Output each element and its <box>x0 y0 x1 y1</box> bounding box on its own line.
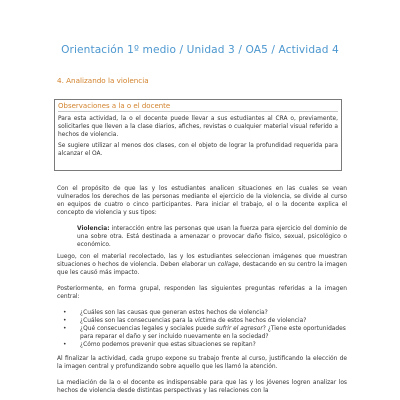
question-text-after: ? ¿Tiene este oportunidades para reparar el daño y ser incluido nuevamente en la sociedad? <box>80 325 346 340</box>
body-paragraph-3-text: Posteriormente, en forma grupal, responden las siguientes preguntas referidas a la imagen central: <box>57 286 347 300</box>
definition-block <box>77 226 347 250</box>
teacher-notes-title: Observaciones a la o el docente <box>58 102 338 112</box>
question-item <box>60 342 350 350</box>
body-paragraph-4 <box>57 356 347 372</box>
body-paragraph-1 <box>57 186 347 218</box>
question-text: ¿Qué consecuencias legales y sociales puede <box>80 325 216 332</box>
definition-term: Violencia: <box>77 226 110 232</box>
bullet-icon: • <box>63 317 67 324</box>
question-item <box>60 326 350 342</box>
page-header-title: Orientación 1º medio / Unidad 3 / OA5 / Actividad 4 <box>61 44 339 56</box>
body-paragraph-4-text: Al finalizar la actividad, cada grupo expone su trabajo frente al curso, justificando la elección de la imagen central y profundizando sobre aquello que les llamó la atención. <box>57 356 347 370</box>
body-paragraph-5-text: La mediación de la o el docente es indispensable para que las y los jóvenes logren analizar los hechos de violencia desde distintas perspectivas y las relaciones con la <box>57 380 347 394</box>
bullet-icon: • <box>63 325 67 332</box>
definition-paragraph <box>77 226 347 250</box>
question-text: ¿Cuáles son las causas que generan estos hechos de violencia? <box>80 310 268 316</box>
body-paragraph-1-text: Con el propósito de que las y los estudiantes analicen situaciones en las cuales se vean vulnerados los derechos de las personas mediante el ejercicio de la violencia, se divide al curso en equipos de cuatro o cinco participantes. Para iniciar el trabajo, el o la docente explica el concepto de violencia y sus tipos: <box>57 186 347 216</box>
body-paragraph-3 <box>57 286 347 302</box>
question-text: ¿Cómo podemos prevenir que estas situaciones se repitan? <box>80 341 256 348</box>
body-paragraph-2-part-b: , destacando en su centro la imagen que les causó más impacto. <box>57 261 347 276</box>
teacher-notes-paragraph-2: Se sugiere utilizar al menos dos clases, con el objeto de lograr la profundidad requerida para alcanzar el OA. <box>58 143 338 158</box>
body-paragraph-2-part-a: Luego, con el material recolectado, las y los estudiantes seleccionan imágenes que muestran situaciones o hechos de violencia. Deben elaborar un <box>57 254 347 268</box>
teacher-notes-paragraph-1: Para esta actividad, la o el docente puede llevar a sus estudiantes al CRA o, previamente, solicitarles que lleven a la clase diarios, afiches, revistas o cualquier material visual referido a hechos de violencia. <box>58 116 338 138</box>
section-heading: 4. Analizando la violencia <box>57 76 149 85</box>
question-item <box>60 310 350 318</box>
bullet-icon: • <box>63 310 67 316</box>
question-italic: sufrir el agresor <box>215 325 263 332</box>
question-item <box>60 318 350 326</box>
body-paragraph-2-text <box>57 254 347 278</box>
collage-term: collage <box>217 261 239 268</box>
body-paragraph-5 <box>57 380 347 396</box>
body-paragraph-2 <box>57 254 347 278</box>
question-text: ¿Cuáles son las consecuencias para la víctima de estos hechos de violencia? <box>80 317 307 324</box>
teacher-notes-box <box>54 99 342 171</box>
definition-text: interacción entre las personas que usan la fuerza para ejercicio del dominio de una sobre otra. Está destinada a amenazar o provocar daño físico, sexual, psicológico o económico. <box>77 226 347 248</box>
questions-list <box>60 310 350 350</box>
bullet-icon: • <box>63 341 67 348</box>
